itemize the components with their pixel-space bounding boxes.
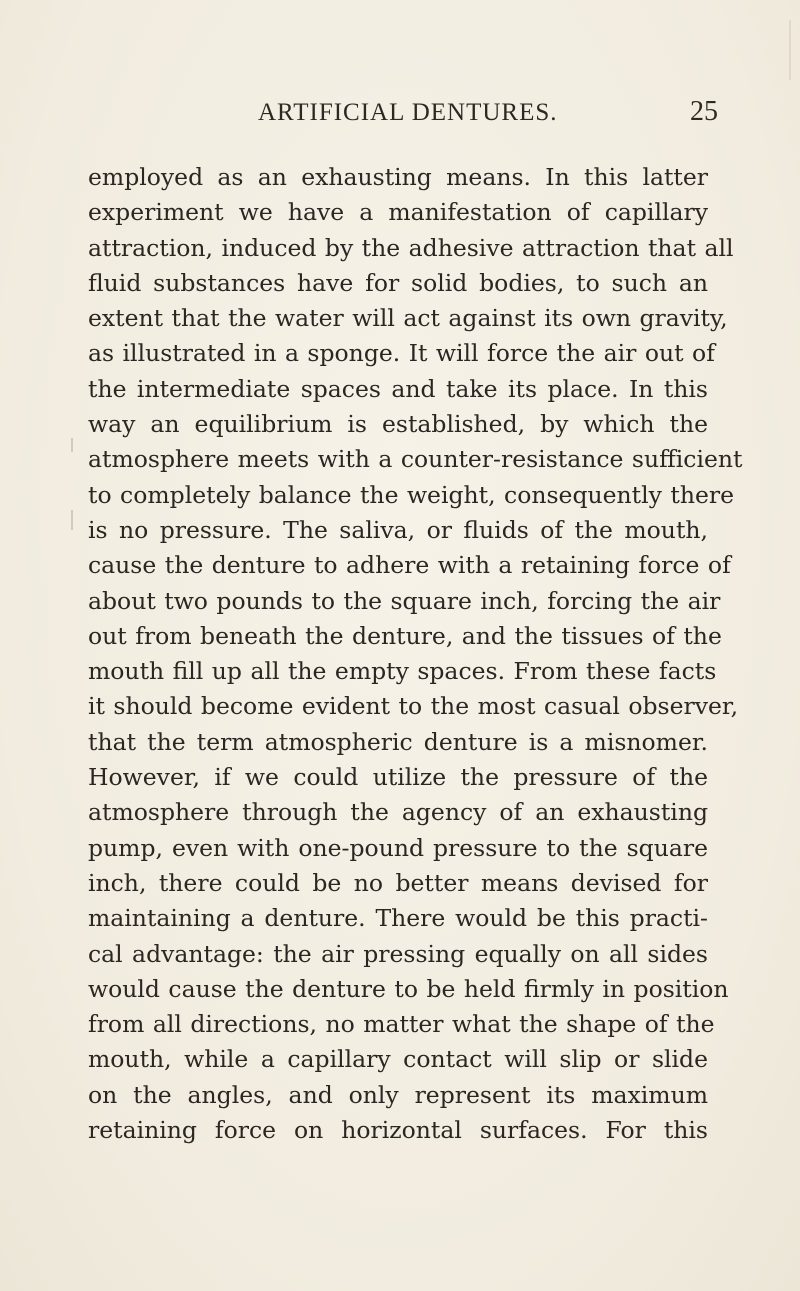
- text-line: However, if we could utilize the pressure of the: [88, 763, 708, 792]
- text-line: fluid substances have for solid bodies, to such an: [88, 268, 708, 297]
- text-line: would cause the denture to be held firmly in position: [88, 974, 729, 1003]
- text-line: cause the denture to adhere with a retaining force of: [88, 551, 731, 580]
- text-line: attraction, induced by the adhesive attraction that all: [88, 233, 734, 262]
- text-line: inch, there could be no better means devised for: [88, 868, 708, 897]
- text-line: extent that the water will act against its own gravity,: [88, 304, 728, 333]
- page-number: 25: [690, 96, 718, 127]
- text-line: about two pounds to the square inch, forcing the air: [88, 586, 721, 615]
- text-line: to completely balance the weight, consequently there: [88, 480, 735, 509]
- running-head: ARTIFICIAL DENTURES.: [258, 99, 558, 126]
- text-line: as illustrated in a sponge. It will force the air out of: [88, 339, 715, 368]
- text-line: is no pressure. The saliva, or fluids of the mouth,: [88, 515, 708, 544]
- text-line: cal advantage: the air pressing equally on all sides: [88, 939, 708, 968]
- paper-blemish: [789, 20, 791, 80]
- text-line: employed as an exhausting means. In this latter: [88, 163, 708, 191]
- paper-blemish: [71, 510, 73, 530]
- text-line: atmosphere through the agency of an exhausting: [88, 798, 708, 827]
- text-line: maintaining a denture. There would be this practi-: [88, 904, 708, 933]
- text-line: mouth fill up all the empty spaces. From these facts: [88, 657, 717, 686]
- body-text: [88, 160, 743, 1148]
- text-line: on the angles, and only represent its maximum: [88, 1080, 708, 1109]
- text-line: atmosphere meets with a counter-resistance sufficient: [88, 445, 743, 474]
- text-line: retaining force on horizontal surfaces. For this: [88, 1116, 708, 1145]
- text-line: way an equilibrium is established, by which the: [88, 410, 708, 439]
- text-line: the intermediate spaces and take its place. In this: [88, 374, 708, 403]
- paper-blemish: [71, 438, 73, 452]
- text-line: out from beneath the denture, and the tissues of the: [88, 621, 722, 650]
- text-line: pump, even with one-pound pressure to the square: [88, 833, 708, 862]
- text-line: from all directions, no matter what the shape of the: [88, 1010, 715, 1039]
- text-line: that the term atmospheric denture is a misnomer.: [88, 727, 708, 756]
- text-line: it should become evident to the most casual observer,: [88, 692, 739, 721]
- text-line: mouth, while a capillary contact will slip or slide: [88, 1045, 708, 1074]
- text-line: experiment we have a manifestation of capillary: [88, 198, 708, 227]
